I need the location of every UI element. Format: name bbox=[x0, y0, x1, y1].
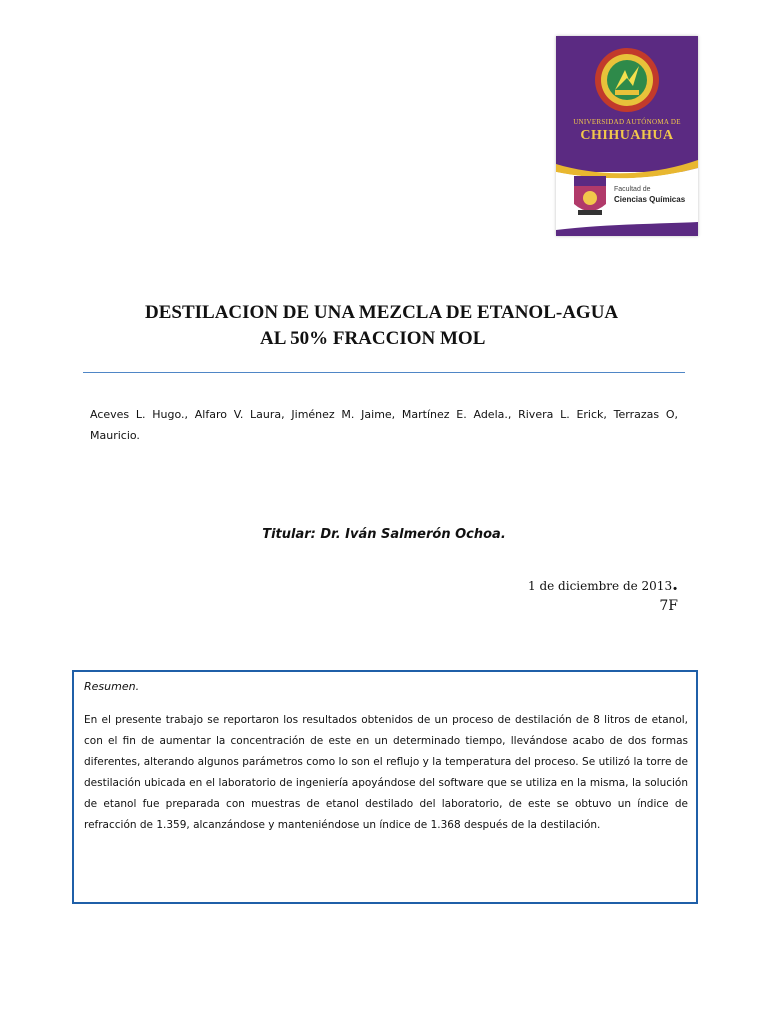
authors-list: Aceves L. Hugo., Alfaro V. Laura, Jiménez M. Jaime, Martínez E. Adela., Rivera L. Erick, Terrazas O, Mauricio. bbox=[90, 408, 678, 442]
abstract-box bbox=[72, 670, 698, 904]
title-line-2: AL 50% FRACCION MOL bbox=[260, 328, 486, 349]
logo-faculty-name: Ciencias Químicas bbox=[614, 195, 686, 204]
logo-city-text: CHIHUAHUA bbox=[580, 128, 674, 143]
logo-faculty-text: Facultad de bbox=[614, 186, 651, 193]
logo-university-text: UNIVERSIDAD AUTÓNOMA DE bbox=[573, 118, 681, 126]
faculty-crest-icon bbox=[572, 174, 608, 218]
abstract-label: Resumen. bbox=[84, 680, 140, 693]
date-text: 1 de diciembre de 2013 bbox=[528, 579, 673, 593]
document-title bbox=[80, 300, 680, 352]
abstract-text: En el presente trabajo se reportaron los resultados obtenidos de un proceso de destilación de 8 litros de etanol, con el fin de aumentar la concentración de este en un determinado tiempo, llevándose acabo de dos formas diferentes, alterando algunos parámetros como lo son el reflujo y la temperatura del proceso. Se utilizó la torre de destilación ubicada en el laboratorio de ingeniería apoyándose del software que se utiliza en la misma, la solución de etanol fue preparada con muestras de etanol destilado del laboratorio, de este se obtuvo un índice de refracción de 1.359, alcanzándose y manteniéndose un índice de 1.368 después de la destilación. bbox=[84, 714, 688, 831]
logo-bottom-swoosh bbox=[556, 222, 698, 236]
document-date bbox=[528, 575, 678, 595]
university-seal-icon bbox=[593, 46, 661, 114]
title-divider bbox=[83, 372, 685, 373]
group-code: 7F bbox=[659, 598, 678, 614]
university-logo bbox=[556, 36, 698, 236]
titular-instructor: Titular: Dr. Iván Salmerón Ochoa. bbox=[262, 527, 506, 542]
date-period: . bbox=[672, 575, 678, 595]
title-line-1: DESTILACION DE UNA MEZCLA DE ETANOL-AGUA bbox=[145, 302, 619, 323]
